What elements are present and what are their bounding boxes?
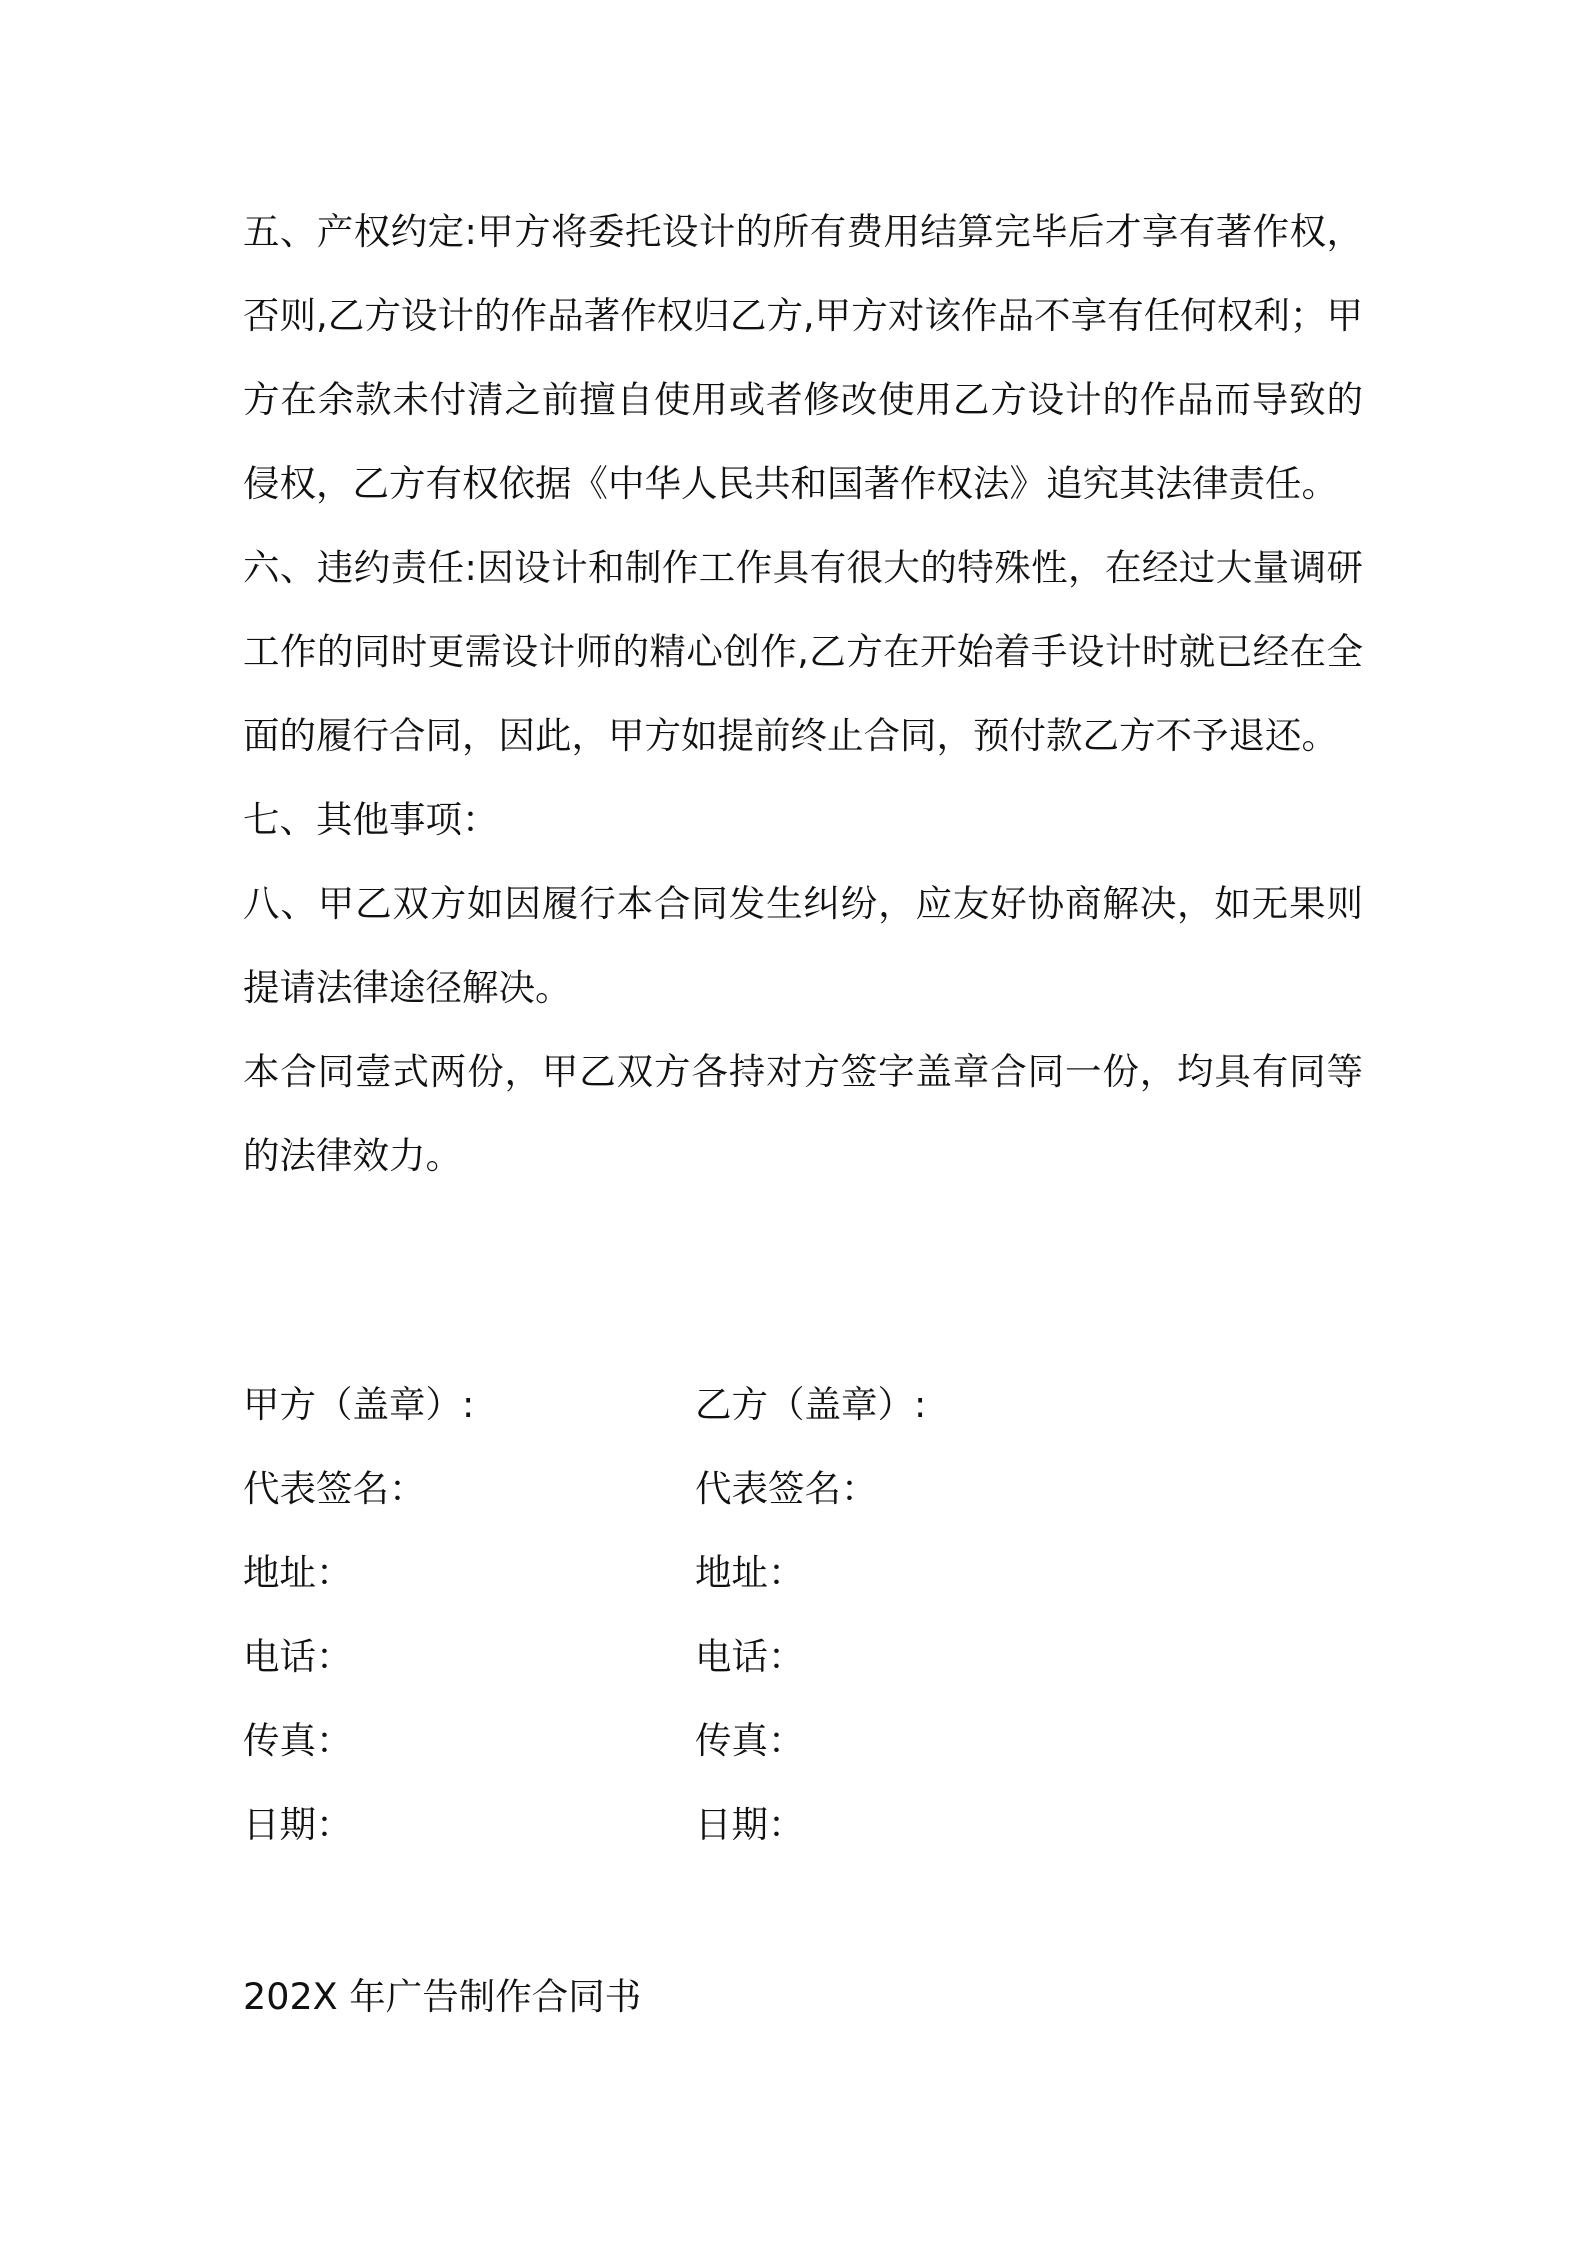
party-a-fax-label: 传真： [243, 1719, 353, 1762]
signature-row-seal [243, 1363, 1363, 1447]
party-a-date-label: 日期： [243, 1803, 353, 1846]
party-b-address-label: 地址： [695, 1551, 805, 1594]
party-b-date-label: 日期： [695, 1803, 805, 1846]
signature-row-fax [243, 1699, 1363, 1783]
signature-block [243, 1363, 1363, 1867]
contract-clauses [243, 190, 1363, 1198]
party-a-representative-label: 代表签名： [243, 1467, 426, 1510]
party-a-seal-label: 甲方（盖章）: [243, 1383, 475, 1426]
document-title: 202X 年广告制作合同书 [243, 1975, 642, 2018]
signature-row-representative [243, 1447, 1363, 1531]
clause-dispute-resolution: 八、甲乙双方如因履行本合同发生纠纷，应友好协商解决，如无果则提请法律途径解决。 [243, 882, 1363, 1009]
party-b-fax-label: 传真： [695, 1719, 805, 1762]
party-a-address-label: 地址： [243, 1551, 353, 1594]
party-a-phone-label: 电话： [243, 1635, 353, 1678]
clause-property-rights: 五、产权约定:甲方将委托设计的所有费用结算完毕后才享有著作权，否则,乙方设计的作品著作权归乙方,甲方对该作品不享有任何权利；甲方在余款未付清之前擅自使用或者修改使用乙方设计的作品而导致的侵权，乙方有权依据《中华人民共和国著作权法》追究其法律责任。 [243, 210, 1363, 505]
clause-copies: 本合同壹式两份，甲乙双方各持对方签字盖章合同一份，均具有同等的法律效力。 [243, 1050, 1363, 1177]
party-b-seal-label: 乙方（盖章）: [695, 1383, 927, 1426]
signature-row-phone [243, 1615, 1363, 1699]
clause-other-matters: 七、其他事项： [243, 798, 499, 841]
party-b-phone-label: 电话： [695, 1635, 805, 1678]
signature-row-address [243, 1531, 1363, 1615]
signature-row-date [243, 1783, 1363, 1867]
clause-breach-liability: 六、违约责任:因设计和制作工作具有很大的特殊性，在经过大量调研工作的同时更需设计师的精心创作,乙方在开始着手设计时就已经在全面的履行合同，因此，甲方如提前终止合同，预付款乙方不予退还。 [243, 546, 1363, 757]
party-b-representative-label: 代表签名： [695, 1467, 878, 1510]
